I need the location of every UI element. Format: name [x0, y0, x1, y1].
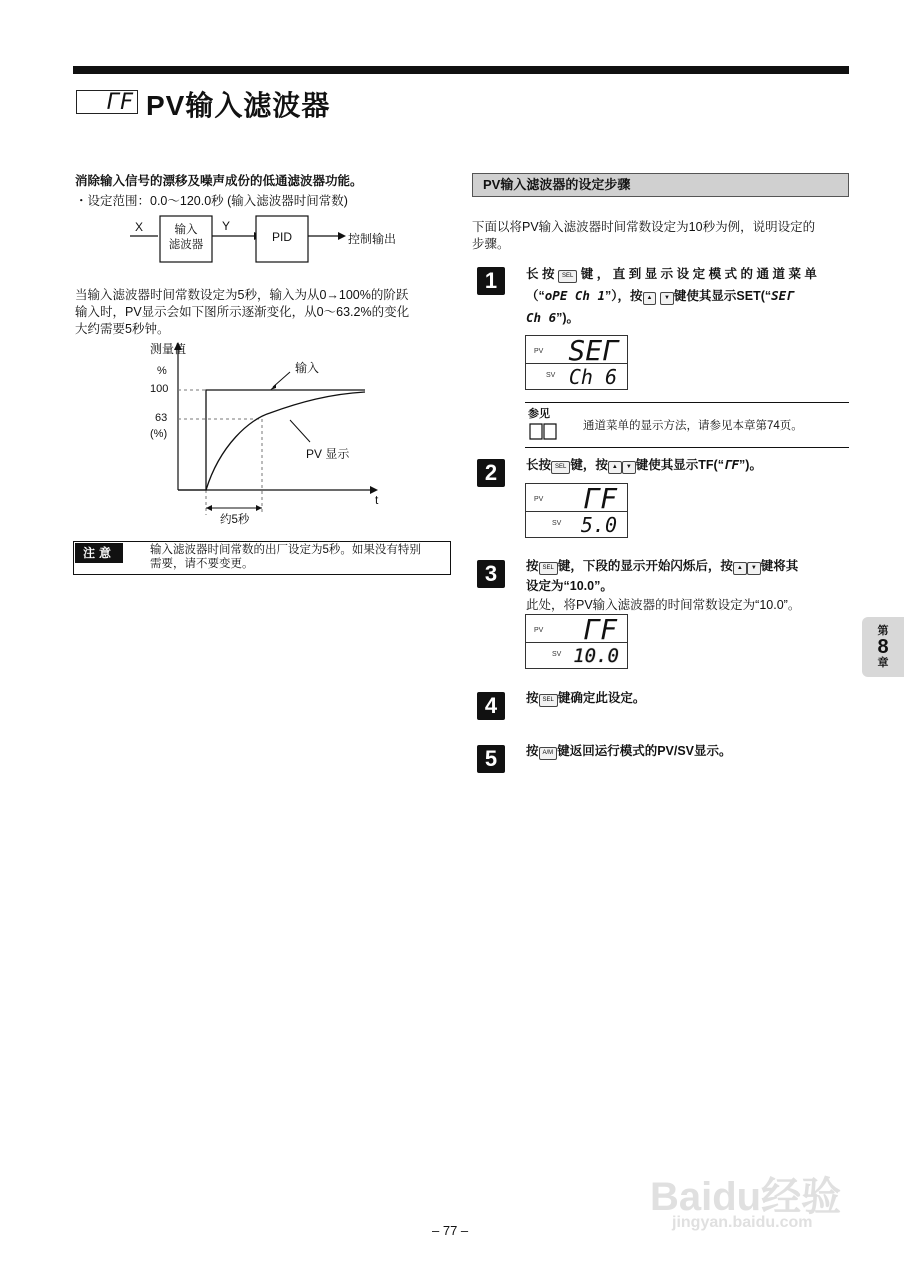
up-key-icon: ▲ [643, 292, 657, 305]
right-intro-line2: 步骤。 [472, 237, 510, 251]
ref-text: 通道菜单的显示方法，请参见本章第74页。 [583, 420, 803, 432]
step-1-text-f: ”)。 [556, 311, 580, 325]
sel-key-icon: SEL [539, 694, 558, 707]
lcd-sv-value: Ch 6 [568, 365, 617, 389]
page-number: – 77 – [432, 1223, 469, 1238]
step-1-line1 [526, 264, 817, 284]
sel-key-icon: SEL [551, 461, 570, 474]
intro-bold: 消除输入信号的漂移及噪声成份的低通滤波器功能。 [75, 174, 363, 188]
step-5-line [526, 741, 732, 761]
ref-bottom-rule [525, 447, 849, 448]
step-1-line2 [526, 286, 794, 306]
up-key-icon: ▲ [608, 461, 622, 474]
note-line2: 需要，请不要变更。 [150, 558, 254, 570]
lcd-sv-label: SV [552, 520, 562, 527]
up-key-icon: ▲ [733, 562, 747, 575]
watermark-brand: Baidu经验 [650, 1175, 842, 1219]
step-1-seg-ch6: Ch 6 [526, 310, 557, 325]
graph-time-label: 约5秒 [220, 514, 250, 526]
graph-ylabel: 测量值 [150, 342, 187, 356]
block-filter-line1: 输入 [174, 224, 198, 236]
step-3-line2: 设定为“10.0”。 [526, 579, 613, 593]
lcd-sv-blinking-value: 10.0 [573, 645, 619, 667]
chapter-tab [862, 617, 904, 677]
down-key-icon: ▼ [660, 292, 674, 305]
block-filter-line2: 滤波器 [168, 239, 204, 251]
graph-pv-label: PV 显示 [306, 447, 350, 461]
lcd-sv-label: SV [546, 372, 556, 379]
para-line2: 输入时，PV显示会如下图所示逐渐变化，从0～63.2%的变化 [75, 305, 410, 319]
page-title: PV输入滤波器 [146, 90, 331, 121]
step-1-seg-ope: oPE Ch 1 [544, 288, 605, 303]
para-line1: 当输入滤波器时间常数设定为5秒，输入为从0→100%的阶跃 [75, 288, 409, 302]
book-icon [528, 421, 558, 441]
section-title: PV输入滤波器的设定步骤 [472, 173, 849, 197]
ref-label: 参见 [528, 408, 550, 420]
step-5-number: 5 [477, 745, 505, 773]
step-3-text-a: 按 [526, 559, 539, 573]
step-2-seg: ΓF [723, 457, 740, 472]
step-3-text-b: 键，下段的显示开始闪烁后，按 [557, 559, 733, 573]
block-x-label: X [135, 220, 144, 234]
chapter-tab-line2: 章 [877, 657, 889, 669]
step-4-line [526, 688, 645, 708]
step-3-line1 [526, 556, 798, 576]
note-line1: 输入滤波器时间常数的出厂设定为5秒。如果没有特别 [150, 544, 421, 556]
step-2-number: 2 [477, 459, 505, 487]
step-response-graph [140, 340, 400, 535]
step-3-text-c: 键将其 [760, 559, 799, 573]
header-rule [73, 66, 849, 74]
step-1-number: 1 [477, 267, 505, 295]
graph-y63: 63 [155, 412, 168, 424]
step-3-number: 3 [477, 560, 505, 588]
step-2-text-b: 键，按 [570, 458, 608, 472]
step-2-text-a: 长按 [526, 458, 552, 472]
sel-key-icon: SEL [558, 270, 577, 283]
ref-top-rule [525, 402, 849, 403]
lcd-pv-label: PV [534, 348, 544, 355]
step-1-text-b: 键 ， 直 到 显 示 设 定 模 式 的 通 道 菜 单 [580, 267, 817, 281]
graph-ypct: (%) [150, 428, 168, 440]
step-2-line [526, 455, 762, 475]
right-intro-line1: 下面以将PV输入滤波器时间常数设定为10秒为例，说明设定的 [472, 220, 816, 234]
graph-input-label: 输入 [295, 361, 320, 375]
lcd-display-step3 [525, 614, 628, 669]
para-line3: 大约需要5秒钟。 [75, 322, 170, 336]
step-1-text-c: （“ [526, 289, 545, 303]
title-segment-code: ΓF [76, 90, 138, 114]
setting-range: ・设定范围：0.0～120.0秒 (输入滤波器时间常数) [75, 194, 348, 208]
note-tag: 注意 [75, 543, 123, 563]
lcd-sv-value: 5.0 [580, 513, 617, 537]
step-3-line3: 此处，将PV输入滤波器的时间常数设定为“10.0”。 [526, 598, 801, 612]
step-1-text-d: ”），按 [604, 289, 643, 303]
down-key-icon: ▼ [747, 562, 761, 575]
block-pid-label: PID [271, 230, 292, 244]
step-4-number: 4 [477, 692, 505, 720]
lcd-pv-label: PV [534, 627, 544, 634]
lcd-pv-value: ΓF [583, 613, 617, 646]
step-1-text-a: 长 按 [526, 267, 555, 281]
watermark-url: jingyan.baidu.com [672, 1214, 813, 1231]
step-4-text-a: 按 [526, 691, 539, 705]
step-1-text-e: 键使其显示SET(“ [673, 289, 772, 303]
chapter-tab-number: 8 [877, 636, 889, 658]
graph-yunit: % [157, 365, 167, 377]
step-5-text-a: 按 [526, 744, 539, 758]
step-1-seg-set: SEΓ [771, 288, 794, 303]
graph-y100: 100 [150, 383, 169, 395]
lcd-display-step1 [525, 335, 628, 390]
step-2-text-d: ”)。 [739, 458, 762, 472]
graph-xlabel: t [375, 493, 379, 507]
step-4-text-b: 键确定此设定。 [557, 691, 646, 705]
block-y-label: Y [222, 219, 231, 233]
lcd-display-step2 [525, 483, 628, 538]
down-key-icon: ▼ [622, 461, 636, 474]
chapter-tab-line1: 第 [877, 625, 889, 637]
step-1-line3 [526, 308, 579, 328]
am-key-icon: A/M [539, 747, 558, 760]
sel-key-icon: SEL [539, 562, 558, 575]
step-2-text-c: 键使其显示TF(“ [635, 458, 724, 472]
lcd-pv-value: ΓF [583, 482, 617, 515]
block-output-label: 控制输出 [348, 232, 397, 246]
lcd-pv-label: PV [534, 496, 544, 503]
lcd-pv-value: SEΓ [568, 334, 619, 367]
lcd-sv-label: SV [552, 651, 562, 658]
step-5-text-b: 键返回运行模式的PV/SV显示。 [557, 744, 732, 758]
